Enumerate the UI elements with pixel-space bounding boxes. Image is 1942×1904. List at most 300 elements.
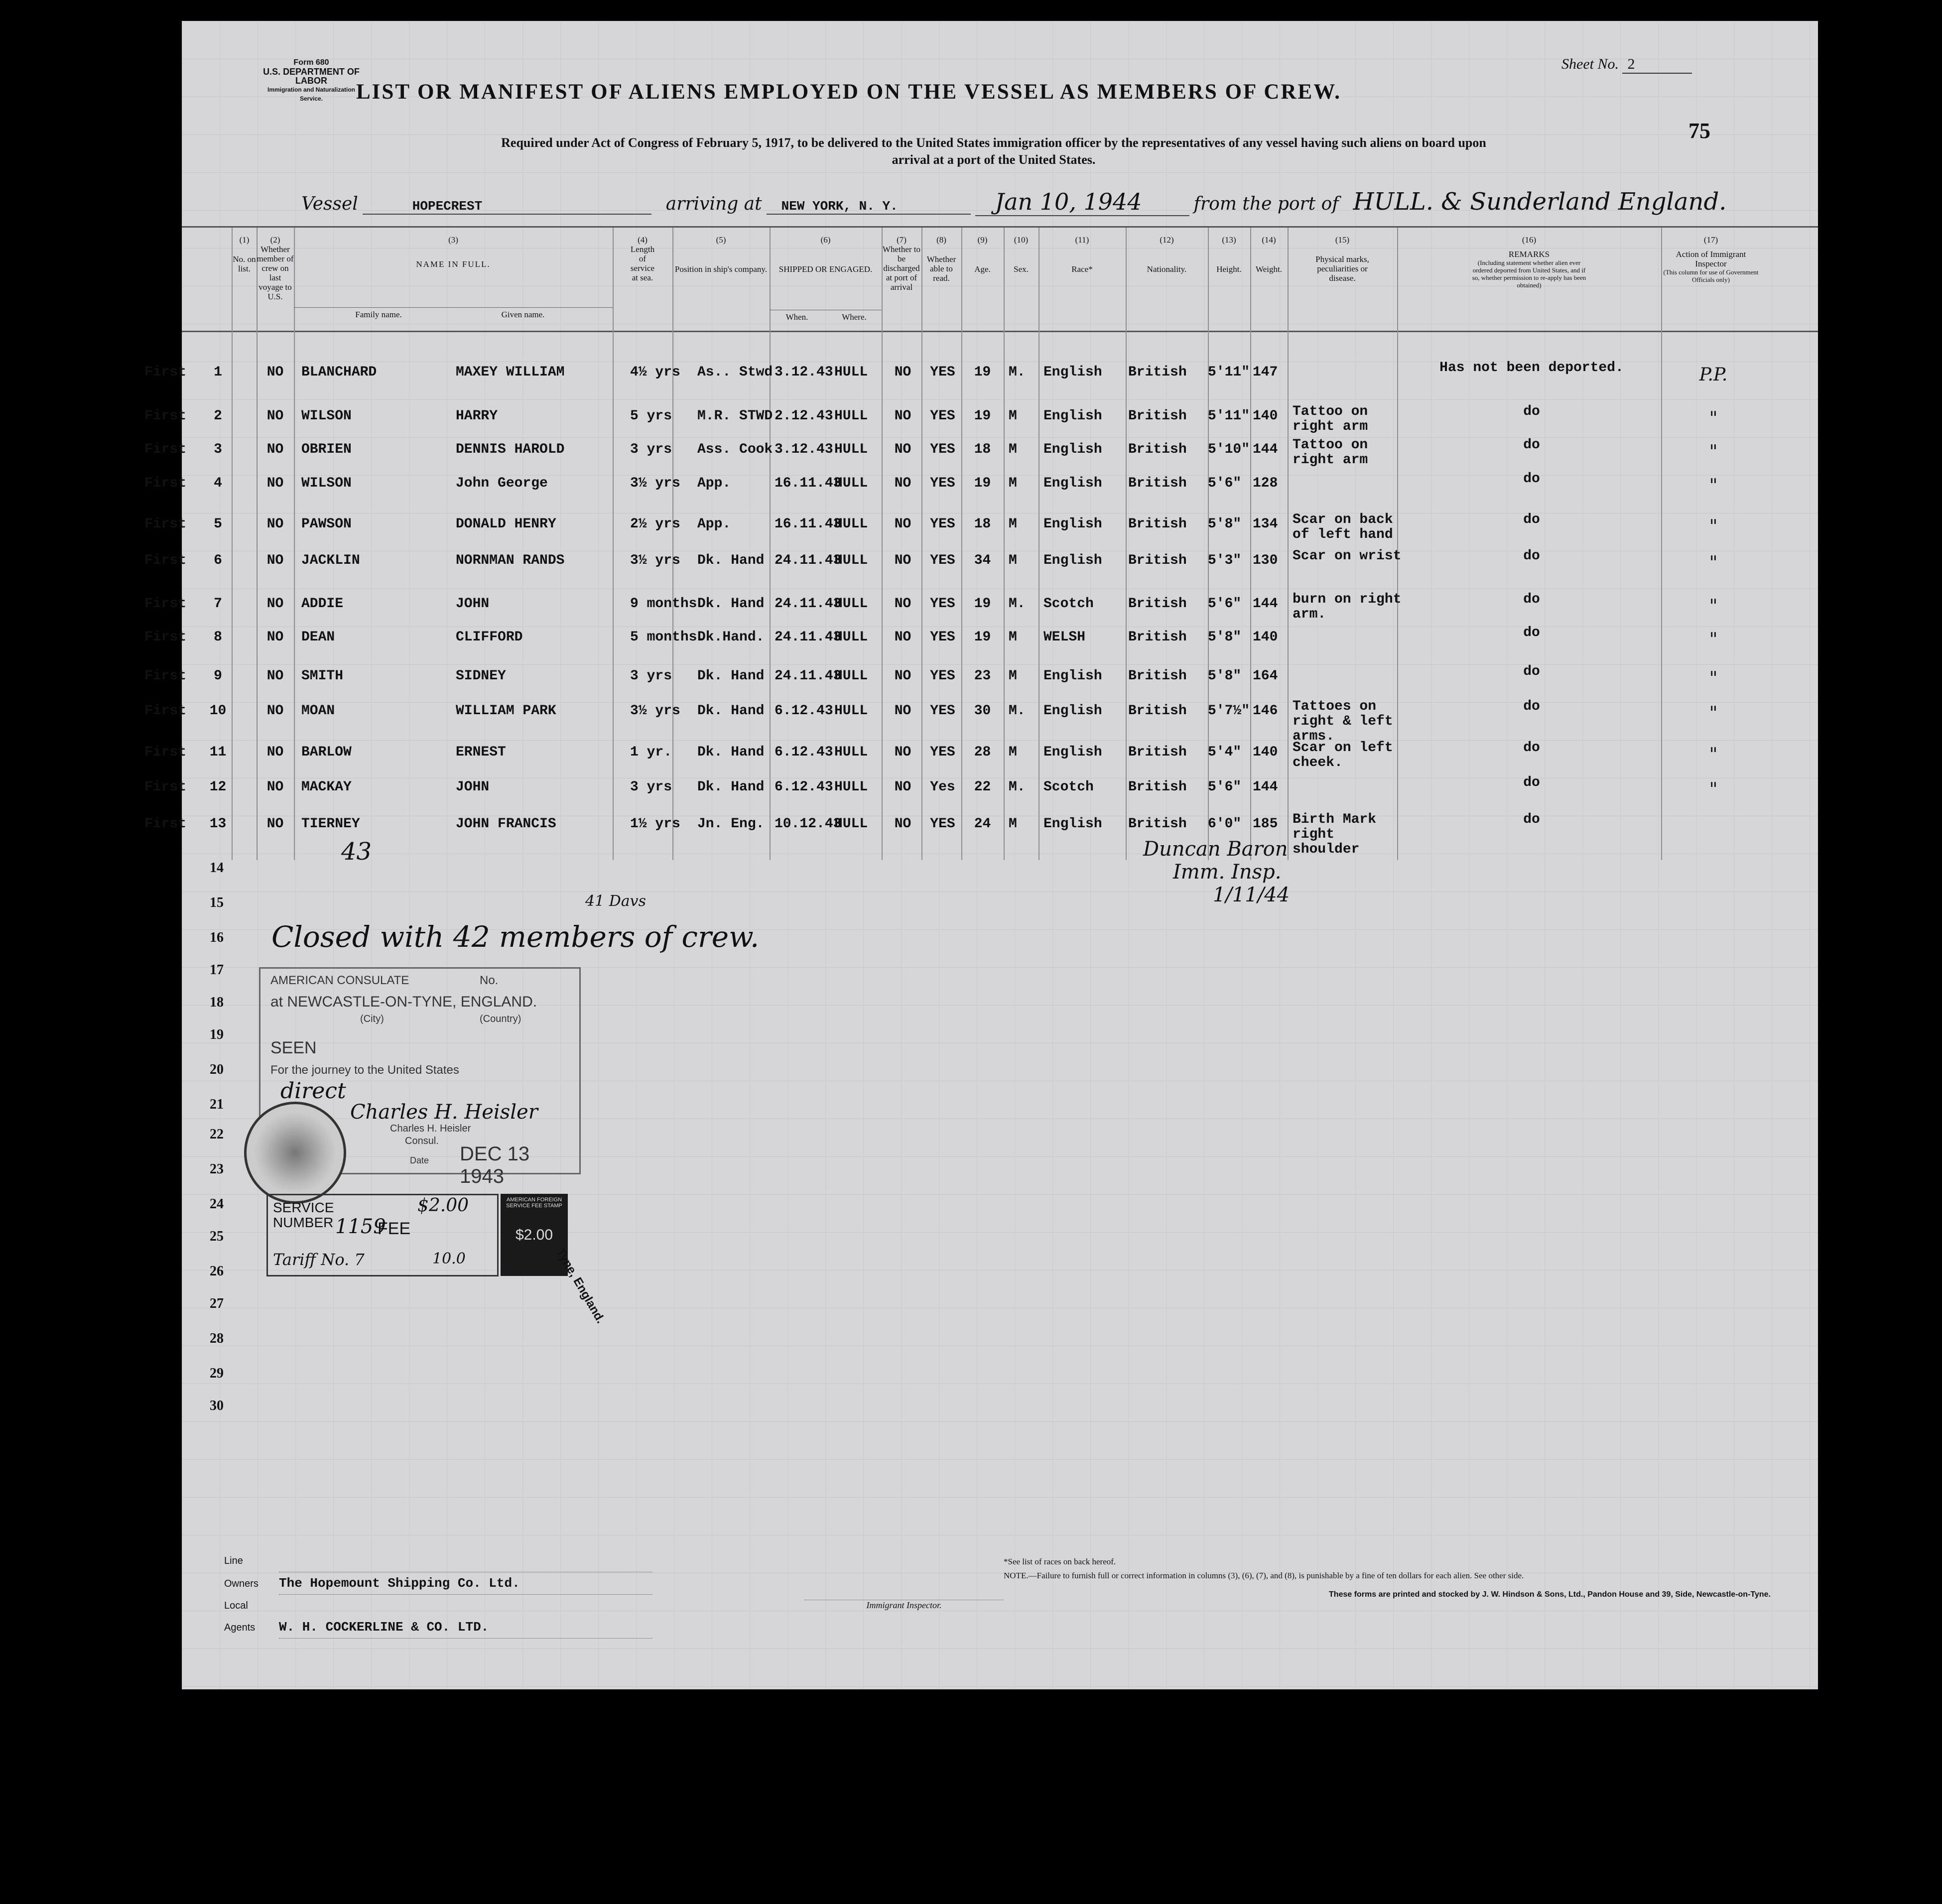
subtitle-line-1: Required under Act of Congress of February 5, 1917, to be delivered to the United States immigration officer by the representatives of any vessel having such aliens on board upon [501, 135, 1486, 150]
row-number: 17 [210, 962, 224, 978]
row-number: 19 [210, 1027, 224, 1042]
cell-action: " [1709, 596, 1718, 617]
cell-weight: 146 [1253, 703, 1278, 719]
cell-service: 3½ yrs [630, 476, 680, 491]
cell-age: 18 [974, 442, 991, 457]
cell-read: YES [930, 553, 955, 568]
cell-family: BLANCHARD [301, 365, 377, 380]
cell-discharged: NO [894, 365, 911, 380]
city-label: (City) [360, 1014, 384, 1024]
punch-hole [159, 1495, 181, 1517]
closed-note-correction: 41 Davs [585, 892, 646, 910]
cell-discharged: NO [894, 703, 911, 719]
cell-when: 2.12.43 [775, 408, 833, 424]
cell-discharged: NO [894, 668, 911, 684]
cell-where: HULL [834, 476, 868, 491]
cell-when: 24.11.43 [775, 596, 842, 612]
row-number: 26 [210, 1264, 224, 1279]
cell-remarks: do [1523, 404, 1540, 419]
column-number: (2) [270, 235, 280, 245]
cell-remarks: do [1523, 471, 1540, 487]
column-header-2 [257, 235, 294, 301]
cell-given: MAXEY WILLIAM [456, 365, 565, 380]
cell-age: 30 [974, 703, 991, 719]
cell-marks: Scar on left cheek. [1293, 740, 1393, 770]
column-label: Whether member of crew on last voyage to U.S. [257, 245, 294, 301]
column-rule [1288, 228, 1289, 860]
column-label: No. on list. [233, 254, 256, 273]
cell-age: 19 [974, 630, 991, 645]
column-header-15 [1288, 235, 1397, 283]
cell-remarks: do [1523, 740, 1540, 756]
cell-no: 2 [214, 408, 222, 424]
cell-age: 23 [974, 668, 991, 684]
sheet-number [1561, 56, 1692, 74]
cell-position: Dk. Hand [697, 779, 765, 795]
cell-weight: 144 [1253, 596, 1278, 612]
column-rule [294, 228, 295, 860]
row-number: 16 [210, 930, 224, 945]
cell-age: 19 [974, 596, 991, 612]
cell-race: English [1043, 816, 1102, 832]
inspector-label: Immigrant Inspector. [866, 1600, 942, 1610]
line-label: Line [224, 1555, 243, 1566]
row-number: 29 [210, 1366, 224, 1381]
row-number: 15 [210, 895, 224, 910]
cell-last: NO [266, 408, 284, 424]
column-number: (10) [1014, 235, 1029, 245]
cell-no: 7 [214, 596, 222, 612]
cell-sex: M. [1009, 596, 1026, 612]
column-rule [1208, 228, 1209, 860]
column-header-14 [1250, 235, 1288, 274]
cell-race: English [1043, 365, 1102, 380]
cell-action: P.P. [1699, 365, 1728, 385]
closed-note: Closed with 42 members of crew. [271, 920, 760, 954]
punch-hole [159, 309, 181, 331]
cell-action: " [1709, 408, 1718, 429]
cell-weight: 130 [1253, 553, 1278, 568]
cell-class: First [144, 630, 187, 645]
cell-sex: M [1009, 408, 1017, 424]
cell-height: 5'8" [1208, 630, 1242, 645]
row-number: 23 [210, 1161, 224, 1177]
cell-service: 1 yr. [630, 745, 672, 760]
cell-no: 12 [209, 779, 227, 795]
cell-race: WELSH [1043, 630, 1086, 645]
cell-position: Dk.Hand. [697, 630, 765, 645]
column-number: (16) [1522, 235, 1537, 245]
cell-family: TIERNEY [301, 816, 360, 832]
consul-name: Charles H. Heisler [390, 1123, 471, 1134]
row-number: 30 [210, 1398, 224, 1413]
cell-given: HARRY [456, 408, 498, 424]
cell-nationality: British [1128, 779, 1187, 795]
cell-last: NO [266, 442, 284, 457]
cell-height: 5'10" [1208, 442, 1250, 457]
fee-alternate: 10.0 [432, 1250, 466, 1268]
cell-last: NO [266, 630, 284, 645]
cell-family: BARLOW [301, 745, 352, 760]
cell-last: NO [266, 516, 284, 532]
cell-given: JOHN FRANCIS [456, 816, 556, 832]
cell-class: First [144, 516, 187, 532]
cell-class: First [144, 703, 187, 719]
cell-read: YES [930, 476, 955, 491]
row-number: 14 [210, 860, 224, 876]
cell-action: " [1709, 476, 1718, 496]
consulate-title: AMERICAN CONSULATE [270, 974, 409, 987]
column-label: Sex. [1014, 264, 1029, 274]
cell-no: 13 [209, 816, 227, 832]
cell-family: OBRIEN [301, 442, 352, 457]
cell-family: DEAN [301, 630, 335, 645]
column-rule [1004, 228, 1005, 860]
cell-no: 1 [214, 365, 222, 380]
cell-race: English [1043, 476, 1102, 491]
cell-nationality: British [1128, 703, 1187, 719]
column-number: (7) [897, 235, 906, 245]
cell-service: 9 months [630, 596, 697, 612]
cell-age: 22 [974, 779, 991, 795]
cell-nationality: British [1128, 476, 1187, 491]
cell-position: Dk. Hand [697, 668, 765, 684]
consul-signature: Charles H. Heisler [350, 1101, 538, 1124]
header-bottom-rule [182, 331, 1818, 332]
cell-nationality: British [1128, 553, 1187, 568]
cell-read: YES [930, 816, 955, 832]
cell-position: As.. Stwd [697, 365, 773, 380]
inspector-sign-line [804, 1600, 1004, 1611]
cell-race: English [1043, 703, 1102, 719]
cell-where: HULL [834, 630, 868, 645]
cell-remarks: do [1523, 548, 1540, 564]
column-number: (4) [638, 235, 647, 245]
cell-no: 5 [214, 516, 222, 532]
column-rule [882, 228, 883, 860]
cell-action: " [1709, 553, 1718, 573]
cell-action: " [1709, 668, 1718, 689]
cell-nationality: British [1128, 668, 1187, 684]
cell-given: DONALD HENRY [456, 516, 556, 532]
column-label: Position in ship's company. [674, 264, 768, 274]
cell-where: HULL [834, 365, 868, 380]
via-direct: direct [280, 1078, 346, 1104]
owners-row [224, 1572, 822, 1595]
cell-discharged: NO [894, 476, 911, 491]
column-label: Weight. [1256, 264, 1282, 274]
cell-family: MACKAY [301, 779, 352, 795]
consul-title: Consul. [405, 1136, 439, 1146]
page-subtitle [271, 134, 1716, 168]
cell-weight: 128 [1253, 476, 1278, 491]
cell-sex: M [1009, 668, 1017, 684]
arriving-label: arriving at [665, 194, 762, 214]
cell-nationality: British [1128, 596, 1187, 612]
row-number: 20 [210, 1062, 224, 1077]
cell-sex: M [1009, 630, 1017, 645]
cell-weight: 144 [1253, 779, 1278, 795]
column-label: Action of Immigrant Inspector [1676, 250, 1746, 268]
penalty-note: NOTE.—Failure to furnish full or correct information in columns (3), (6), (7), and (8), is punishable by a fine of ten dollars for each alien. See other side. [1004, 1571, 1524, 1580]
cell-no: 11 [209, 745, 227, 760]
cell-where: HULL [834, 779, 868, 795]
cell-last: NO [266, 596, 284, 612]
sheet-label: Sheet No. [1561, 56, 1619, 72]
cell-race: Scotch [1043, 596, 1094, 612]
cell-family: ADDIE [301, 596, 344, 612]
cell-remarks: do [1523, 664, 1540, 679]
cell-read: YES [930, 365, 955, 380]
owners-label: Owners [224, 1578, 259, 1589]
cell-discharged: NO [894, 442, 911, 457]
cell-race: English [1043, 745, 1102, 760]
column-label: REMARKS [1508, 250, 1550, 259]
fee-stamp-image [501, 1194, 568, 1276]
column-number: (9) [977, 235, 988, 245]
cell-when: 16.11.43 [775, 476, 842, 491]
column-number: (3) [448, 235, 458, 245]
cell-position: Dk. Hand [697, 745, 765, 760]
cell-race: English [1043, 668, 1102, 684]
cell-position: App. [697, 516, 731, 532]
column-label: NAME IN FULL. [416, 259, 491, 269]
cell-sex: M [1009, 516, 1017, 532]
cell-sex: M. [1009, 365, 1026, 380]
cell-service: 3½ yrs [630, 703, 680, 719]
cell-family: MOAN [301, 703, 335, 719]
footer-block [224, 1550, 822, 1639]
country-label: (Country) [480, 1014, 521, 1024]
cell-remarks: do [1523, 592, 1540, 607]
cell-height: 5'6" [1208, 779, 1242, 795]
cell-where: HULL [834, 668, 868, 684]
cell-read: YES [930, 745, 955, 760]
cell-when: 10.12.43 [775, 816, 842, 832]
cell-action: " [1709, 779, 1718, 800]
date-label: Date [410, 1155, 429, 1165]
consulate-no-label: No. [480, 974, 499, 987]
cell-read: YES [930, 703, 955, 719]
cell-class: First [144, 779, 187, 795]
column-number: (11) [1075, 235, 1089, 245]
cell-family: WILSON [301, 408, 352, 424]
cell-weight: 147 [1253, 365, 1278, 380]
tariff-number: Tariff No. 7 [273, 1250, 365, 1269]
cell-sex: M [1009, 553, 1017, 568]
cell-when: 3.12.43 [775, 442, 833, 457]
cell-marks: Tattoes on right & left arms. [1293, 699, 1393, 744]
row-number: 27 [210, 1296, 224, 1311]
cell-weight: 185 [1253, 816, 1278, 832]
cell-marks: Tattoo on right arm [1293, 437, 1368, 468]
cell-last: NO [266, 365, 284, 380]
cell-given: DENNIS HAROLD [456, 442, 565, 457]
service-name: Immigration and Naturalization Service. [267, 86, 355, 102]
cell-race: Scotch [1043, 779, 1094, 795]
cell-service: 3 yrs [630, 779, 672, 795]
column-label: SHIPPED OR ENGAGED. [778, 264, 873, 274]
cell-remarks: Has not been deported. [1439, 360, 1624, 376]
cell-nationality: British [1128, 365, 1187, 380]
column-rule [1038, 228, 1039, 860]
service-number-label: SERVICE NUMBER [273, 1200, 334, 1230]
arrival-port: NEW YORK, N. Y. [767, 199, 971, 215]
cell-height: 5'6" [1208, 596, 1242, 612]
cell-read: Yes [930, 779, 955, 795]
manifest-page [144, 21, 1818, 1689]
row-number: 28 [210, 1331, 224, 1346]
cell-last: NO [266, 668, 284, 684]
cell-height: 5'6" [1208, 476, 1242, 491]
cell-remarks: do [1523, 437, 1540, 453]
cell-given: WILLIAM PARK [456, 703, 556, 719]
cell-where: HULL [834, 408, 868, 424]
cell-action: " [1709, 442, 1718, 462]
form-header [257, 58, 366, 103]
department-name: U.S. DEPARTMENT OF LABOR [263, 67, 360, 86]
cell-action: " [1709, 745, 1718, 765]
cell-class: First [144, 476, 187, 491]
cell-last: NO [266, 816, 284, 832]
agents-label: Local Agents [224, 1600, 256, 1633]
inspector-name: Duncan Baron [1143, 838, 1288, 861]
cell-nationality: British [1128, 816, 1187, 832]
cell-height: 6'0" [1208, 816, 1242, 832]
cell-sex: M [1009, 745, 1017, 760]
cell-age: 18 [974, 516, 991, 532]
journey-label: For the journey to the United States [270, 1063, 459, 1077]
cell-given: John George [456, 476, 548, 491]
cell-height: 5'11" [1208, 408, 1250, 424]
cell-read: YES [930, 408, 955, 424]
fee-stamp-value: $2.00 [515, 1227, 553, 1243]
consulate-seal [244, 1102, 346, 1204]
column-number: (12) [1160, 235, 1174, 245]
cell-family: PAWSON [301, 516, 352, 532]
cell-remarks: do [1523, 775, 1540, 790]
cell-read: YES [930, 516, 955, 532]
column-header-12 [1126, 235, 1208, 274]
fee-amount: $2.00 [417, 1195, 469, 1216]
cell-discharged: NO [894, 408, 911, 424]
cell-action: " [1709, 703, 1718, 724]
line-row [224, 1550, 822, 1572]
cell-last: NO [266, 553, 284, 568]
cell-discharged: NO [894, 553, 911, 568]
cell-class: First [144, 365, 187, 380]
column-header-9 [961, 235, 1004, 274]
cell-read: YES [930, 596, 955, 612]
fee-stamp-text: AMERICAN FOREIGN SERVICE FEE STAMP [506, 1197, 562, 1209]
cell-last: NO [266, 745, 284, 760]
column-label: Whether to be discharged at port of arrival [883, 245, 920, 292]
column-header-10 [1004, 235, 1038, 274]
cell-when: 6.12.43 [775, 779, 833, 795]
cell-nationality: British [1128, 516, 1187, 532]
cell-height: 5'4" [1208, 745, 1242, 760]
remarks-note: (Including statement whether alien ever ordered deported from United States, and if so, whether permission to re-apply has been obtained) [1472, 259, 1586, 289]
column-label: Length of service at sea. [630, 245, 655, 282]
cell-read: YES [930, 630, 955, 645]
cell-class: First [144, 816, 187, 832]
sheet-value: 2 [1622, 56, 1692, 74]
cell-when: 6.12.43 [775, 745, 833, 760]
column-header-6 [770, 235, 882, 322]
column-header-17 [1661, 235, 1761, 283]
cell-sex: M [1009, 816, 1017, 832]
row-number: 21 [210, 1097, 224, 1112]
crew-count: 43 [341, 838, 372, 866]
column-label: Height. [1216, 264, 1242, 274]
column-rule [613, 228, 614, 860]
column-header-11 [1038, 235, 1126, 274]
races-note: *See list of races on back hereof. [1004, 1557, 1116, 1566]
cell-age: 19 [974, 476, 991, 491]
from-port: HULL. & Sunderland England. [1353, 188, 1727, 216]
cell-action: " [1709, 516, 1718, 537]
cell-position: Dk. Hand [697, 703, 765, 719]
cell-last: NO [266, 476, 284, 491]
column-number: (13) [1222, 235, 1236, 245]
row-number: 24 [210, 1196, 224, 1212]
fee-label: FEE [378, 1219, 411, 1238]
cell-service: 5 yrs [630, 408, 672, 424]
from-label: from the port of [1193, 194, 1339, 214]
cell-age: 24 [974, 816, 991, 832]
cell-height: 5'8" [1208, 516, 1242, 532]
cell-service: 4½ yrs [630, 365, 680, 380]
cell-given: JOHN [456, 779, 490, 795]
cell-discharged: NO [894, 516, 911, 532]
cell-marks: burn on right arm. [1293, 592, 1402, 622]
row-number: 22 [210, 1127, 224, 1142]
cell-position: Jn. Eng. [697, 816, 765, 832]
cell-where: HULL [834, 745, 868, 760]
cell-age: 34 [974, 553, 991, 568]
cell-read: YES [930, 442, 955, 457]
cell-age: 28 [974, 745, 991, 760]
seen-label: SEEN [270, 1038, 317, 1057]
cell-class: First [144, 668, 187, 684]
cell-where: HULL [834, 703, 868, 719]
cell-no: 3 [214, 442, 222, 457]
cell-weight: 144 [1253, 442, 1278, 457]
cell-marks: Scar on back of left hand [1293, 512, 1393, 542]
cell-age: 19 [974, 365, 991, 380]
cell-nationality: British [1128, 745, 1187, 760]
cell-position: Dk. Hand [697, 553, 765, 568]
column-rule [1250, 228, 1251, 860]
cell-class: First [144, 553, 187, 568]
cell-given: JOHN [456, 596, 490, 612]
punch-hole [159, 1420, 181, 1442]
cancellation-text: Tyne, England. [553, 1246, 608, 1326]
cell-given: CLIFFORD [456, 630, 523, 645]
cell-given: ERNEST [456, 745, 506, 760]
cell-given: SIDNEY [456, 668, 506, 684]
cell-when: 16.11.43 [775, 516, 842, 532]
column-number: (6) [820, 235, 831, 245]
cell-weight: 140 [1253, 630, 1278, 645]
cell-service: 1½ yrs [630, 816, 680, 832]
cell-service: 3 yrs [630, 668, 672, 684]
consulate-location: at NEWCASTLE-ON-TYNE, ENGLAND. [270, 994, 537, 1010]
agents-row [224, 1595, 822, 1639]
header-top-rule [182, 226, 1818, 228]
column-label: Race* [1071, 264, 1093, 274]
cell-nationality: British [1128, 630, 1187, 645]
